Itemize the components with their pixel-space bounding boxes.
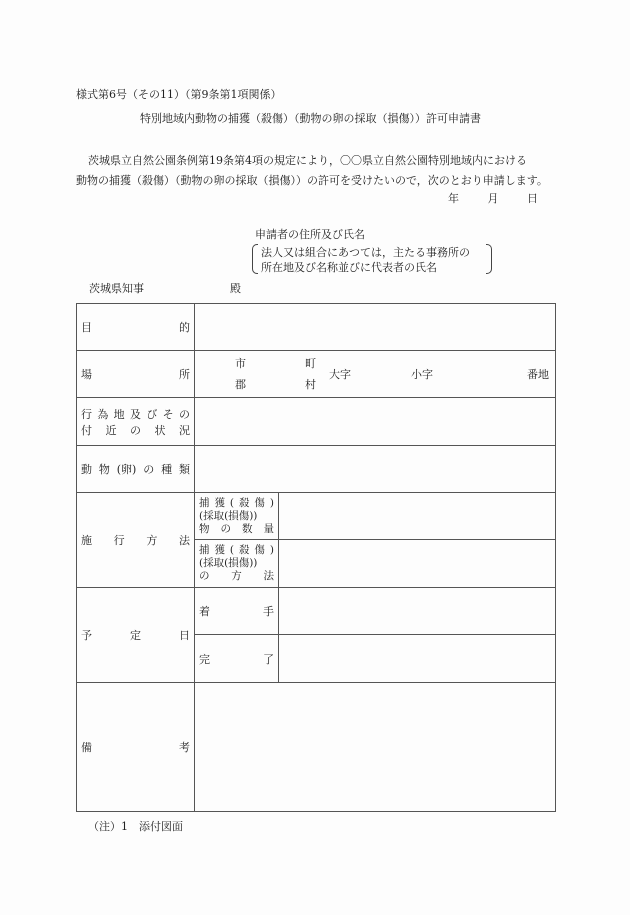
left-bracket <box>252 244 258 274</box>
label-char: 及 <box>129 407 141 421</box>
label-char: 完 <box>199 652 210 666</box>
label-char: 物 <box>199 522 210 535</box>
label-char: 的 <box>179 321 190 334</box>
label-char: 定 <box>130 629 141 642</box>
label-char: 傷 <box>254 544 265 556</box>
label-char: の <box>199 570 210 582</box>
place-input[interactable] <box>195 351 556 398</box>
label-char: 物 <box>98 463 110 476</box>
label-char: 近 <box>105 423 117 437</box>
label-char: 類 <box>178 463 190 476</box>
label-char: 場 <box>81 368 92 381</box>
row-method-quantity <box>77 493 556 540</box>
applicant-note <box>252 242 492 274</box>
quantity-label <box>195 493 279 540</box>
finish-label <box>195 635 279 683</box>
place-oaza: 大字 <box>329 368 351 381</box>
way-input[interactable] <box>279 540 556 588</box>
start-input[interactable] <box>279 588 556 635</box>
row-species <box>77 446 556 493</box>
application-table <box>76 303 556 812</box>
label-char: ) <box>269 496 274 509</box>
method-label <box>77 493 195 588</box>
place-gun: 郡 <box>235 378 246 391</box>
label-char: 行 <box>113 534 125 547</box>
purpose-label <box>77 304 195 351</box>
month-label: 月 <box>487 192 499 205</box>
label-char: 捕 <box>199 544 210 556</box>
label-char: 法 <box>178 534 190 547</box>
label-char: そ <box>162 407 174 421</box>
day-label: 日 <box>527 192 538 205</box>
honorific: 殿 <box>230 282 241 295</box>
label-char: 施 <box>81 534 92 547</box>
row-place <box>77 351 556 398</box>
label-char: 量 <box>263 522 274 535</box>
purpose-input[interactable] <box>195 304 556 351</box>
label-char: (卵) <box>116 463 137 476</box>
right-bracket <box>486 244 492 274</box>
schedule-label <box>77 588 195 683</box>
label-char: 付 <box>81 423 92 437</box>
way-label <box>195 540 279 588</box>
label-char: 日 <box>179 629 190 642</box>
label-char: び <box>146 407 158 421</box>
quantity-label-line-2: (採取(損傷)) <box>199 509 258 522</box>
place-koaza: 小字 <box>411 368 433 381</box>
label-char: 状 <box>154 423 166 437</box>
label-char: の <box>220 522 231 535</box>
row-purpose <box>77 304 556 351</box>
year-label: 年 <box>448 192 459 205</box>
site-label <box>77 398 195 446</box>
label-char: 数 <box>242 522 253 535</box>
row-schedule-start <box>77 588 556 635</box>
label-char: 方 <box>146 534 158 547</box>
label-char: ( <box>229 496 235 509</box>
row-site <box>77 398 556 446</box>
label-char: 殺 <box>238 496 250 509</box>
applicant-note-line-1: 法人又は組合にあつては，主たる事務所の <box>261 246 470 259</box>
row-remarks <box>77 683 556 812</box>
remarks-input[interactable] <box>195 683 556 812</box>
species-label <box>77 446 195 493</box>
footnote: （注）1 添付図面 <box>88 820 183 833</box>
label-char: 地 <box>113 407 125 421</box>
form-number: 様式第6号（その11）（第9条第1項関係） <box>76 88 282 101</box>
applicant-note-line-2: 所在地及び名称並びに代表者の氏名 <box>261 261 437 274</box>
place-shi: 市 <box>235 357 246 370</box>
label-char: 所 <box>179 368 190 381</box>
label-char: の <box>143 463 155 476</box>
label-char: ) <box>269 544 274 556</box>
site-input[interactable] <box>195 398 556 446</box>
finish-input[interactable] <box>279 635 556 683</box>
label-char: 獲 <box>214 496 225 509</box>
label-char: 目 <box>81 321 92 334</box>
place-machi: 町 <box>305 357 316 370</box>
label-char: 法 <box>263 570 274 582</box>
remarks-label <box>77 683 195 812</box>
body-text-line-2: 動物の捕獲（殺傷）（動物の卵の採取（損傷））の許可を受けたいので，次のとおり申請します。 <box>76 174 548 187</box>
place-mura: 村 <box>305 378 316 391</box>
label-char: 況 <box>179 423 190 437</box>
addressee: 茨城県知事 <box>89 282 144 295</box>
label-char: 方 <box>231 570 242 582</box>
label-char: 行 <box>81 407 92 421</box>
label-char: ( <box>229 544 235 556</box>
document-title: 特別地域内動物の捕獲（殺傷）（動物の卵の採取（損傷））許可申請書 <box>140 112 481 125</box>
label-char: 為 <box>97 407 109 421</box>
quantity-input[interactable] <box>279 493 556 540</box>
label-char: 着 <box>199 605 210 618</box>
label-char: 傷 <box>254 496 265 509</box>
label-char: 予 <box>81 629 92 642</box>
label-char: 動 <box>81 463 92 476</box>
start-label <box>195 588 279 635</box>
label-char: 種 <box>161 463 173 476</box>
label-char: 手 <box>263 605 274 618</box>
label-char: の <box>130 423 141 437</box>
body-text-line-1: 茨城県立自然公園条例第19条第4項の規定により，〇〇県立自然公園特別地域内における <box>88 154 527 167</box>
label-char: 了 <box>263 652 274 666</box>
species-input[interactable] <box>195 446 556 493</box>
label-char: 考 <box>179 741 190 754</box>
label-char: の <box>178 407 190 421</box>
place-banchi: 番地 <box>527 368 549 381</box>
label-char: 殺 <box>238 544 250 556</box>
applicant-label: 申請者の住所及び氏名 <box>255 228 365 241</box>
place-label <box>77 351 195 398</box>
date-field[interactable] <box>448 190 538 206</box>
label-char: 獲 <box>214 544 225 556</box>
way-label-line-2: (採取(損傷)) <box>199 557 258 569</box>
label-char: 備 <box>81 741 92 754</box>
label-char: 捕 <box>199 496 210 509</box>
